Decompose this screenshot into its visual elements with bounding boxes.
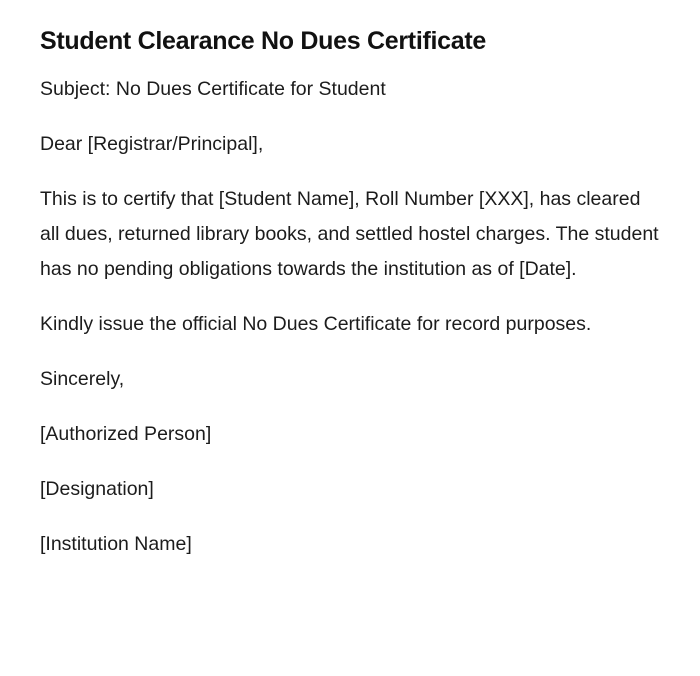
closing: Sincerely,: [40, 368, 125, 390]
subject-line: Subject: No Dues Certificate for Student: [40, 78, 386, 100]
signatory-designation: [Designation]: [40, 478, 154, 500]
salutation: Dear [Registrar/Principal],: [40, 133, 264, 155]
document-title: Student Clearance No Dues Certificate: [40, 27, 486, 55]
signatory-institution: [Institution Name]: [40, 533, 192, 555]
body-paragraph-certification: This is to certify that [Student Name], Roll Number [XXX], has cleared all dues, returned library books, and settled hostel charges. The student has no pending obligations towards the institution as of [Date].: [40, 188, 659, 280]
body-paragraph-request: Kindly issue the official No Dues Certificate for record purposes.: [40, 313, 592, 335]
signatory-name: [Authorized Person]: [40, 423, 212, 445]
